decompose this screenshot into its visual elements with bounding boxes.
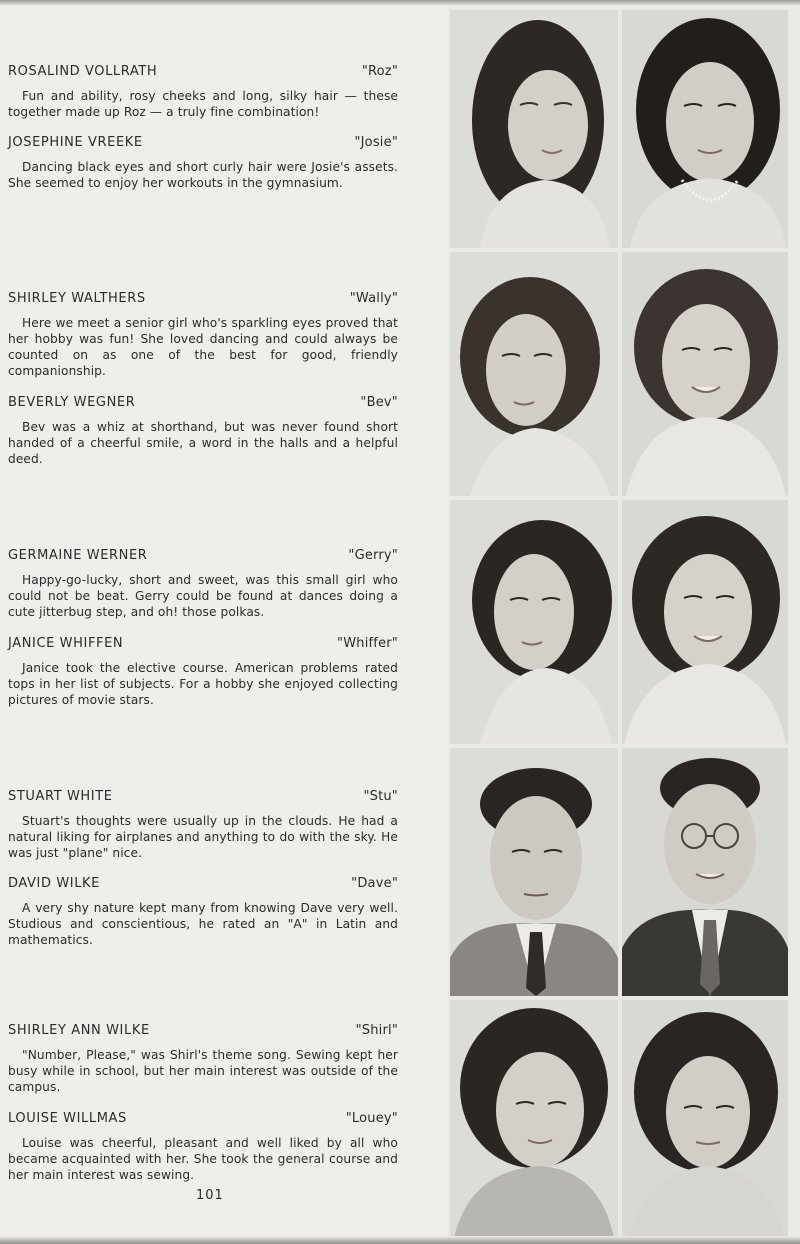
portrait-shirley-ann-wilke xyxy=(450,1000,618,1238)
student-nickname: "Whiffer" xyxy=(337,636,398,651)
entry-shirley-ann-wilke xyxy=(8,1023,398,1095)
portrait-louise-willmas xyxy=(622,1000,788,1238)
student-bio: A very shy nature kept many from knowing Dave very well. Studious and conscientious, he rated an "A" in Latin and mathematics. xyxy=(8,901,398,947)
student-name: JANICE WHIFFEN xyxy=(8,636,124,651)
student-name: GERMAINE WERNER xyxy=(8,548,148,563)
student-nickname: "Wally" xyxy=(349,291,398,306)
portrait-shirley-walthers xyxy=(450,252,618,496)
entry-germaine-werner xyxy=(8,548,398,620)
student-nickname: "Josie" xyxy=(354,135,398,150)
student-bio: "Number, Please," was Shirl's theme song. Sewing kept her busy while in school, but her main interest was outside of the campus. xyxy=(8,1048,398,1094)
entry-david-wilke xyxy=(8,876,398,948)
student-name: SHIRLEY WALTHERS xyxy=(8,291,146,306)
portrait-rosalind-vollrath xyxy=(450,10,618,248)
student-bio: Bev was a whiz at shorthand, but was never found short handed of a cheerful smile, a word in the halls and a helpful deed. xyxy=(8,420,398,466)
student-bio: Here we meet a senior girl who's sparkling eyes proved that her hobby was fun! She loved dancing and could always be counted on as one of the best for good, friendly companionship. xyxy=(8,316,398,378)
student-bio: Dancing black eyes and short curly hair were Josie's assets. She seemed to enjoy her workouts in the gymnasium. xyxy=(8,160,398,190)
portrait-grid xyxy=(448,6,800,1238)
entry-janice-whiffen xyxy=(8,636,398,708)
entry-josephine-vreeke xyxy=(8,135,398,191)
entry-beverly-wegner xyxy=(8,395,398,467)
student-nickname: "Bev" xyxy=(360,395,398,410)
student-nickname: "Shirl" xyxy=(355,1023,398,1038)
student-bio: Stuart's thoughts were usually up in the clouds. He had a natural liking for airplanes and anything to do with the sky. He was just "plane" nice. xyxy=(8,814,398,860)
student-bio: Fun and ability, rosy cheeks and long, silky hair — these together made up Roz — a truly fine combination! xyxy=(8,89,398,119)
student-name: STUART WHITE xyxy=(8,789,113,804)
student-name: DAVID WILKE xyxy=(8,876,100,891)
portrait-josephine-vreeke xyxy=(622,10,788,248)
student-name: BEVERLY WEGNER xyxy=(8,395,136,410)
entry-louise-willmas xyxy=(8,1111,398,1183)
student-nickname: "Dave" xyxy=(351,876,398,891)
student-nickname: "Stu" xyxy=(363,789,398,804)
portrait-beverly-wegner xyxy=(622,252,788,496)
student-bio: Happy-go-lucky, short and sweet, was this small girl who could not be beat. Gerry could be found at dances doing a cute jitterbug step, and oh! those polkas. xyxy=(8,573,398,619)
page-number: 101 xyxy=(196,1188,224,1203)
student-name: SHIRLEY ANN WILKE xyxy=(8,1023,150,1038)
student-nickname: "Louey" xyxy=(345,1111,398,1126)
student-nickname: "Roz" xyxy=(361,64,398,79)
portrait-germaine-werner xyxy=(450,500,618,744)
portrait-stuart-white xyxy=(450,748,618,996)
entry-rosalind-vollrath xyxy=(8,64,398,120)
student-name: JOSEPHINE VREEKE xyxy=(8,135,143,150)
student-nickname: "Gerry" xyxy=(348,548,398,563)
student-bio: Janice took the elective course. American problems rated tops in her list of subjects. For a hobby she enjoyed collecting pictures of movie stars. xyxy=(8,661,398,707)
student-bio: Louise was cheerful, pleasant and well liked by all who became acquainted with her. She took the general course and her main interest was sewing. xyxy=(8,1136,398,1182)
entry-shirley-walthers xyxy=(8,291,398,379)
portrait-david-wilke xyxy=(622,748,788,996)
student-name: LOUISE WILLMAS xyxy=(8,1111,127,1126)
entry-stuart-white xyxy=(8,789,398,861)
student-name: ROSALIND VOLLRATH xyxy=(8,64,158,79)
portrait-janice-whiffen xyxy=(622,500,788,744)
